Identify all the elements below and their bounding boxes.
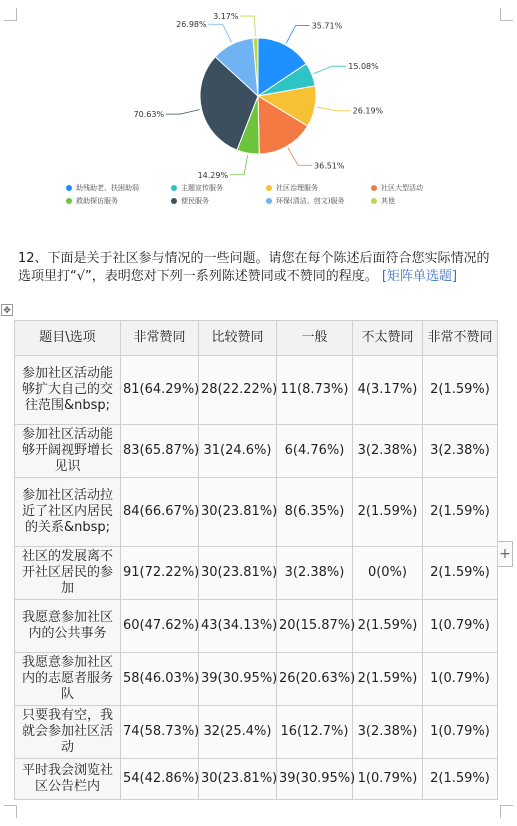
table-cell: 2(1.59%) <box>423 478 498 547</box>
table-cell: 11(8.73%) <box>277 356 353 425</box>
table-cell: 83(65.87%) <box>121 425 199 478</box>
pie-leader-line <box>209 24 232 42</box>
table-cell: 74(58.73%) <box>121 706 199 759</box>
legend-swatch <box>171 185 177 191</box>
pie-leader-line <box>241 16 256 36</box>
legend-swatch <box>371 198 377 204</box>
question-body: 12、下面是关于社区参与情况的一些问题。请您在每个陈述后面符合您实际情况的选项里打“√”，表明您对下列一系列陈述赞同或不赞同的程度。 <box>18 251 490 284</box>
pie-data-label: 26.98% <box>176 20 207 30</box>
chart-legend <box>66 183 466 206</box>
table-cell: 1(0.79%) <box>423 706 498 759</box>
legend-swatch <box>66 198 72 204</box>
row-label: 参加社区活动能够开阔视野增长见识 <box>15 425 121 478</box>
pie-chart-svg <box>0 0 517 180</box>
table-header-row <box>15 321 498 356</box>
table-cell: 20(15.87%) <box>277 600 353 653</box>
legend-item <box>266 196 371 206</box>
table-cell: 39(30.95%) <box>199 653 277 706</box>
pie-data-label: 35.71% <box>311 21 343 31</box>
plus-icon[interactable]: + <box>497 541 513 567</box>
table-cell: 8(6.35%) <box>277 478 353 547</box>
row-label: 参加社区活动能够扩大自己的交往范围&nbsp; <box>15 356 121 425</box>
table-cell: 4(3.17%) <box>353 356 423 425</box>
pie-data-label: 15.08% <box>348 62 379 72</box>
table-cell: 30(23.81%) <box>199 759 277 800</box>
legend-item <box>66 196 171 206</box>
legend-item <box>371 183 466 193</box>
page-corner-mark <box>4 805 17 818</box>
legend-item <box>66 183 171 193</box>
row-label: 只要我有空，我就会参加社区活动 <box>15 706 121 759</box>
table-cell: 54(42.86%) <box>121 759 199 800</box>
row-label: 我愿意参加社区内的志愿者服务队 <box>15 653 121 706</box>
table-cell: 1(0.79%) <box>423 653 498 706</box>
header-neutral: 一般 <box>277 321 353 356</box>
legend-swatch <box>66 185 72 191</box>
legend-item <box>171 196 266 206</box>
table-cell: 16(12.7%) <box>277 706 353 759</box>
table-cell: 26(20.63%) <box>277 653 353 706</box>
row-label: 参加社区活动拉近了社区内居民的关系&nbsp; <box>15 478 121 547</box>
table-row <box>15 425 498 478</box>
row-label: 平时我会浏览社区公告栏内 <box>15 759 121 800</box>
pie-data-label: 14.29% <box>197 170 229 180</box>
table-row <box>15 653 498 706</box>
legend-swatch <box>371 185 377 191</box>
table-cell: 2(1.59%) <box>423 547 498 600</box>
legend-label: 主题宣传服务 <box>181 184 223 192</box>
pie-data-label: 36.51% <box>313 161 345 171</box>
table-cell: 3(2.38%) <box>277 547 353 600</box>
legend-swatch <box>266 185 272 191</box>
table-row <box>15 600 498 653</box>
move-icon[interactable]: ✥ <box>1 304 13 316</box>
table-cell: 2(1.59%) <box>353 600 423 653</box>
page-corner-mark <box>500 805 513 818</box>
table-cell: 31(24.6%) <box>199 425 277 478</box>
table-cell: 2(1.59%) <box>423 356 498 425</box>
table-cell: 91(72.22%) <box>121 547 199 600</box>
legend-item <box>266 183 371 193</box>
table-cell: 3(2.38%) <box>353 706 423 759</box>
table-cell: 6(4.76%) <box>277 425 353 478</box>
legend-swatch <box>171 198 177 204</box>
pie-leader-line <box>166 110 199 115</box>
table-cell: 1(0.79%) <box>353 759 423 800</box>
table-cell: 3(2.38%) <box>353 425 423 478</box>
table-cell: 30(23.81%) <box>199 547 277 600</box>
table-cell: 58(46.03%) <box>121 653 199 706</box>
table-cell: 3(2.38%) <box>423 425 498 478</box>
pie-leader-line <box>288 148 312 165</box>
header-strongly-disagree: 非常不赞同 <box>423 321 498 356</box>
legend-label: 助残助老、扶困助弱 <box>76 184 139 192</box>
pie-data-label: 3.17% <box>213 12 239 22</box>
legend-label: 环保(清洁、创文)服务 <box>276 197 345 205</box>
table-row <box>15 356 498 425</box>
table-cell: 39(30.95%) <box>277 759 353 800</box>
table-cell: 0(0%) <box>353 547 423 600</box>
table-row <box>15 759 498 800</box>
table-row <box>15 547 498 600</box>
table-cell: 2(1.59%) <box>353 653 423 706</box>
question-text <box>18 250 498 286</box>
legend-item <box>371 196 466 206</box>
pie-data-label: 26.19% <box>352 106 384 116</box>
table-cell: 43(34.13%) <box>199 600 277 653</box>
legend-label: 便民服务 <box>181 197 209 205</box>
pie-leader-line <box>286 25 309 43</box>
matrix-table <box>14 320 498 800</box>
pie-leader-line <box>317 107 351 111</box>
pie-chart <box>0 0 517 215</box>
table-cell: 81(64.29%) <box>121 356 199 425</box>
table-cell: 2(1.59%) <box>353 478 423 547</box>
table-cell: 28(22.22%) <box>199 356 277 425</box>
question-type-tag[interactable]: [矩阵单选题] <box>381 269 458 284</box>
header-strongly-agree: 非常赞同 <box>121 321 199 356</box>
row-label: 我愿意参加社区内的公共事务 <box>15 600 121 653</box>
row-label: 社区的发展离不开社区居民的参加 <box>15 547 121 600</box>
legend-item <box>171 183 266 193</box>
table-cell: 32(25.4%) <box>199 706 277 759</box>
legend-label: 救助探访服务 <box>76 197 118 205</box>
table-cell: 60(47.62%) <box>121 600 199 653</box>
legend-swatch <box>266 198 272 204</box>
table-cell: 2(1.59%) <box>423 759 498 800</box>
pie-leader-line <box>230 155 247 175</box>
header-item-option: 题目\选项 <box>15 321 121 356</box>
table-row <box>15 706 498 759</box>
legend-label: 社区大型活动 <box>381 184 423 192</box>
pie-leader-line <box>314 66 347 73</box>
pie-data-label: 70.63% <box>133 110 165 120</box>
legend-label: 其他 <box>381 197 395 205</box>
table-cell: 30(23.81%) <box>199 478 277 547</box>
table-cell: 1(0.79%) <box>423 600 498 653</box>
header-disagree: 不太赞同 <box>353 321 423 356</box>
table-row <box>15 478 498 547</box>
table-cell: 84(66.67%) <box>121 478 199 547</box>
header-agree: 比较赞同 <box>199 321 277 356</box>
legend-label: 社区治理服务 <box>276 184 318 192</box>
